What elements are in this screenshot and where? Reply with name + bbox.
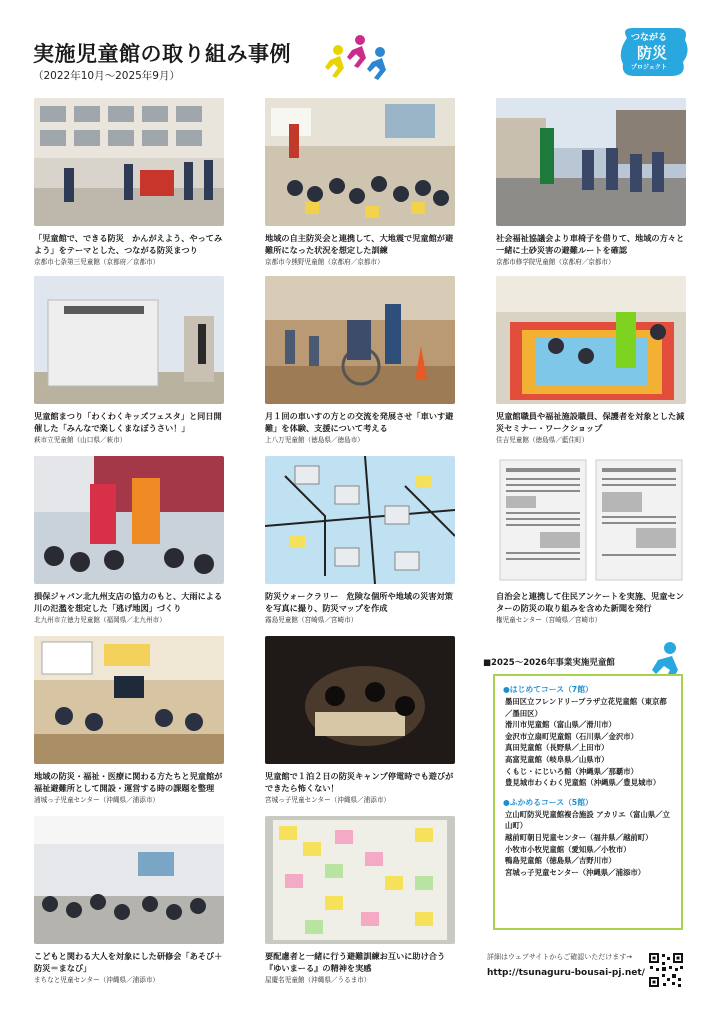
case-photo-11 (265, 636, 455, 764)
case-caption-10: 地域の防災・福祉・医療に関わる方たちと児童館が福祉避難所として開設・運営する時の課題を整理 (34, 771, 223, 793)
case-location-2: 京都市今熊野児童館（京都府／京都市） (265, 258, 384, 266)
case-caption-1: 「児童館で、できる防災 かんがえよう、やってみよう」をテーマとした、つながる防災まつり (34, 233, 223, 255)
case-photo-13 (265, 816, 455, 944)
logo-bottom-text: プロジェクト (631, 64, 667, 71)
case-photo-2 (265, 98, 455, 226)
case-photo-6 (496, 276, 686, 404)
case-card-7 (34, 456, 224, 625)
hall-item: 墨田区立フレンドリープラザ立花児童館（東京都／墨田区） (505, 697, 667, 718)
page-title: 実施児童館の取り組み事例 (33, 42, 291, 66)
case-caption-11: 児童館で１泊２日の防災キャンプ停電時でも遊びができたら怖くない！ (265, 771, 454, 793)
case-location-13: 屋慶名児童館（沖縄県／うるま市） (265, 976, 371, 984)
project-logo (617, 24, 691, 82)
case-caption-3: 社会福祉協議会より車椅子を借りて、地域の方々と一緒に土砂災害の避難ルートを確認 (496, 233, 685, 255)
case-caption-7: 損保ジャパン北九州支店の協力のもと、大雨による川の氾濫を想定した「逃げ地図」づくり (34, 591, 223, 613)
hall-item: くもじ・にじいろ館（沖縄県／那覇市） (505, 766, 639, 776)
case-location-5: 上八万児童館（徳島県／徳島市） (265, 436, 364, 444)
hall-item: 豊見城市わくわく児童館（沖縄県／豊見城市） (505, 778, 661, 788)
case-location-8: 霧島児童館（宮崎県／宮崎市） (265, 616, 358, 624)
case-photo-3 (496, 98, 686, 226)
case-card-6 (496, 276, 686, 445)
case-location-7: 北九州市立徳力児童館（福岡県／北九州市） (34, 616, 166, 624)
case-caption-8: 防災ウォークラリー 危険な個所や地域の災害対策を写真に撮り、防災マップを作成 (265, 591, 453, 613)
runners-illustration (322, 30, 394, 86)
course-label-deepen: ●ふかめるコース（5館） (503, 797, 593, 807)
hall-item: 宮城っ子児童センター（沖縄県／浦添市） (505, 867, 646, 877)
case-card-9 (496, 456, 686, 625)
case-card-10 (34, 636, 224, 805)
case-card-1 (34, 98, 224, 267)
hall-item: 鴨島児童館（徳島県／吉野川市） (505, 856, 616, 866)
case-photo-9 (496, 456, 686, 584)
qr-code-icon[interactable] (648, 952, 684, 988)
hall-item: 真田児童館（長野県／上田市） (505, 743, 609, 753)
case-card-13 (265, 816, 455, 985)
case-location-4: 萩市立児童館（山口県／萩市） (34, 436, 127, 444)
logo-main-text: 防災 (637, 44, 668, 62)
case-photo-5 (265, 276, 455, 404)
case-location-1: 京都市七条第三児童館（京都府／京都市） (34, 258, 160, 266)
hall-item: 立山町防災児童館複合施設 アカリエ（富山県／立山町） (505, 809, 670, 831)
case-photo-4 (34, 276, 224, 404)
case-card-8 (265, 456, 455, 625)
case-location-3: 京都市修学院児童館（京都府／京都市） (496, 258, 615, 266)
hall-item: 越前町朝日児童センター（福井県／越前町） (505, 832, 653, 842)
case-photo-12 (34, 816, 224, 944)
logo-top-text: つながる (631, 33, 668, 43)
case-caption-4: 児童館まつり「わくわくキッズフェスタ」と同日開催した「みんなで楽しくまなぼうさい！」 (34, 411, 222, 433)
hall-item: 金沢市立扇町児童館（石川県／金沢市） (505, 731, 639, 741)
case-card-11 (265, 636, 455, 805)
case-caption-2: 地域の自主防災会と連携して、大地震で児童館が避難所になった状況を想定した訓練 (265, 233, 454, 255)
case-caption-5: 月１回の車いすの方との交流を発展させ「車いす避難」を体験、支援について考える (265, 411, 454, 433)
case-card-3 (496, 98, 686, 267)
case-caption-9: 自治会と連携して住民アンケートを実施、児童センターの防災の取り組みを含めた新聞を発行 (496, 591, 684, 613)
hall-item: 小牧市小牧児童館（愛知県／小牧市） (505, 844, 631, 854)
case-location-10: 浦城っ子児童センター（沖縄県／浦添市） (34, 796, 160, 804)
website-note: 詳細はウェブサイトからご確認いただけます→ (487, 953, 633, 961)
case-caption-13: 要配慮者と一緒に行う避難訓練お互いに助け合う『ゆいまーる』の精神を実感 (265, 951, 446, 973)
hall-item: 高富児童館（岐阜県／山県市） (505, 754, 609, 764)
period-text: （2022年10月～2025年9月） (33, 70, 180, 82)
case-caption-6: 児童館職員や福祉施設職員、保護者を対象とした減災セミナー・ワークショップ (496, 411, 685, 433)
case-photo-10 (34, 636, 224, 764)
case-caption-12: こどもと関わる大人を対象にした研修会「あそび＋防災＝まなび」 (34, 951, 223, 973)
case-location-9: 権児童センター（宮崎県／宮崎市） (496, 616, 602, 624)
hall-item: 滑川市児童館（富山県／滑川市） (505, 720, 616, 730)
case-card-5 (265, 276, 455, 445)
website-link[interactable]: http://tsunaguru-bousai-pj.net/ (487, 968, 645, 978)
case-location-11: 宮城っ子児童センター（沖縄県／浦添市） (265, 796, 391, 804)
course-label-beginner: ●はじめてコース（7館） (503, 685, 593, 694)
case-location-12: まちなと児童センター（沖縄県／浦添市） (34, 976, 160, 984)
case-card-12 (34, 816, 224, 985)
info-title: ■2025～2026年事業実施児童館 (483, 658, 615, 668)
case-photo-7 (34, 456, 224, 584)
case-photo-8 (265, 456, 455, 584)
case-location-6: 住吉児童館（徳島県／藍住町） (496, 436, 589, 444)
case-card-4 (34, 276, 224, 445)
case-photo-1 (34, 98, 224, 226)
participating-halls-box (493, 674, 683, 930)
case-card-2 (265, 98, 455, 267)
